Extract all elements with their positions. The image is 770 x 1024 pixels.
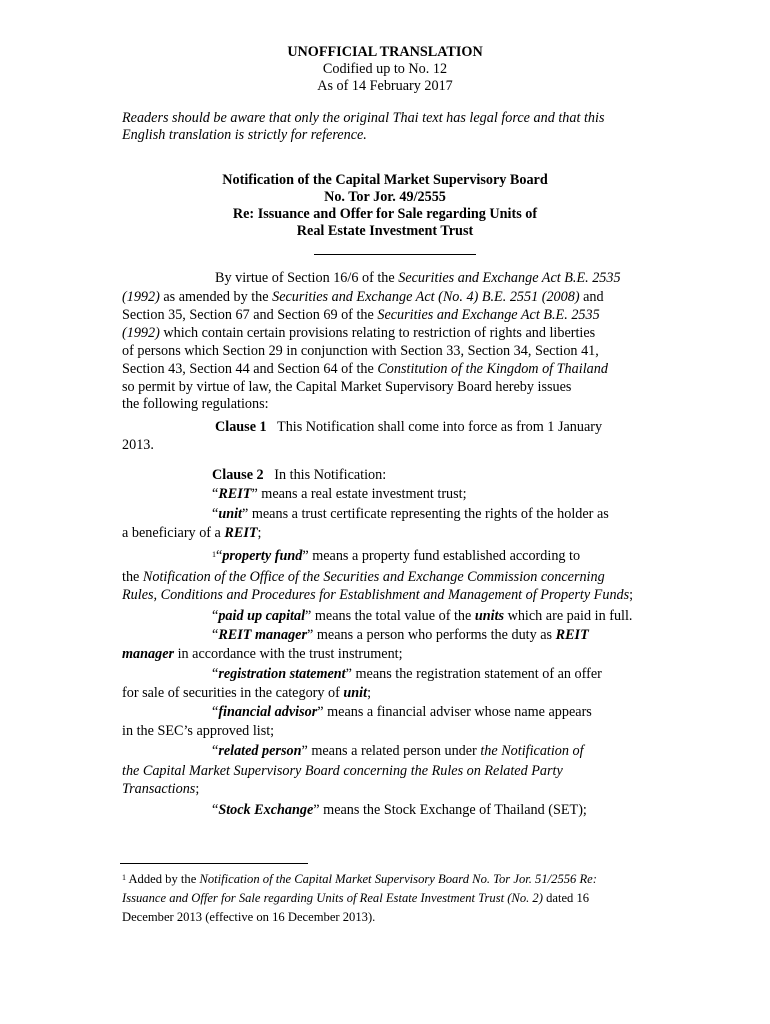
definition-reit-manager: “REIT manager” means a person who performs the duty as REIT (212, 627, 589, 643)
definition-unit-cont: a beneficiary of a REIT; (122, 525, 262, 541)
as-of-date: As of 14 February 2017 (317, 78, 453, 94)
preamble-line-7: so permit by virtue of law, the Capital Market Supervisory Board hereby issues (122, 379, 572, 395)
codified-line: Codified up to No. 12 (322, 61, 448, 77)
preamble-line-2: (1992) as amended by the Securities and Exchange Act (No. 4) B.E. 2551 (2008) and (122, 289, 604, 305)
definition-property-fund-cont-2: Rules, Conditions and Procedures for Establishment and Management of Property Funds; (122, 587, 634, 603)
footnote-separator (120, 863, 308, 864)
definition-financial-advisor: “financial advisor” means a financial adviser whose name appears (212, 704, 592, 720)
definition-property-fund: $^1$“property fund” means a property fund established according to (212, 548, 581, 564)
footnote-line-2: Issuance and Offer for Sale regarding Units of Real Estate Investment Trust (No. 2) dated 16 (122, 891, 590, 905)
footnote-line-3: December 2013 (effective on 16 December 2013). (122, 910, 376, 924)
preamble-line-1: By virtue of Section 16/6 of the Securities and Exchange Act B.E. 2535 (215, 270, 621, 286)
preamble-line-5: of persons which Section 29 in conjunction with Section 33, Section 34, Section 41, (122, 343, 599, 359)
preamble-line-6: Section 43, Section 44 and Section 64 of the Constitution of the Kingdom of Thailand (122, 361, 608, 377)
clause-1: Clause 1 This Notification shall come into force as from 1 January (215, 419, 603, 435)
definition-property-fund-cont-1: the Notification of the Office of the Securities and Exchange Commission concerning (122, 569, 605, 585)
title-separator (314, 254, 476, 255)
notification-subject-2: Real Estate Investment Trust (296, 223, 474, 239)
definition-registration-statement: “registration statement” means the registration statement of an offer (212, 666, 602, 682)
disclaimer-line-2: English translation is strictly for reference. (122, 127, 367, 143)
definition-related-person-cont-2: Transactions; (122, 781, 200, 797)
notification-subject-1: Re: Issuance and Offer for Sale regarding Units of (232, 206, 538, 222)
notification-title-1: Notification of the Capital Market Supervisory Board (222, 172, 548, 188)
footnote-ref: 1 (212, 550, 216, 559)
definition-reit-manager-cont: manager in accordance with the trust instrument; (122, 646, 403, 662)
definition-related-person-cont-1: the Capital Market Supervisory Board concerning the Rules on Related Party (122, 763, 563, 779)
clause-2: Clause 2 In this Notification: (212, 467, 387, 483)
definition-financial-advisor-cont: in the SEC’s approved list; (122, 723, 275, 739)
footnote-number: 1 (122, 873, 126, 882)
preamble-line-4: (1992) which contain certain provisions relating to restriction of rights and liberties (122, 325, 596, 341)
notification-number: No. Tor Jor. 49/2555 (324, 189, 446, 205)
definition-reit: “REIT” means a real estate investment trust; (212, 486, 467, 502)
clause-1-label: Clause 1 (215, 419, 267, 435)
document-title: UNOFFICIAL TRANSLATION (287, 44, 483, 60)
footnote-line-1: $^1$ Added by the Notification of the Capital Market Supervisory Board No. Tor Jor. 51/2556 Re: (122, 872, 597, 886)
definition-stock-exchange: “Stock Exchange” means the Stock Exchange of Thailand (SET); (212, 802, 587, 818)
clause-2-label: Clause 2 (212, 467, 264, 483)
definition-registration-statement-cont: for sale of securities in the category of unit; (122, 685, 372, 701)
definition-paid-up-capital: “paid up capital” means the total value of the units which are paid in full. (212, 608, 633, 624)
preamble-line-3: Section 35, Section 67 and Section 69 of the Securities and Exchange Act B.E. 2535 (122, 307, 600, 323)
definition-unit: “unit” means a trust certificate representing the rights of the holder as (212, 506, 609, 522)
definition-related-person: “related person” means a related person under the Notification of (212, 743, 584, 759)
preamble-line-8: the following regulations: (122, 396, 269, 412)
clause-1-continuation: 2013. (122, 437, 154, 453)
disclaimer-line-1: Readers should be aware that only the original Thai text has legal force and that this (122, 110, 605, 126)
